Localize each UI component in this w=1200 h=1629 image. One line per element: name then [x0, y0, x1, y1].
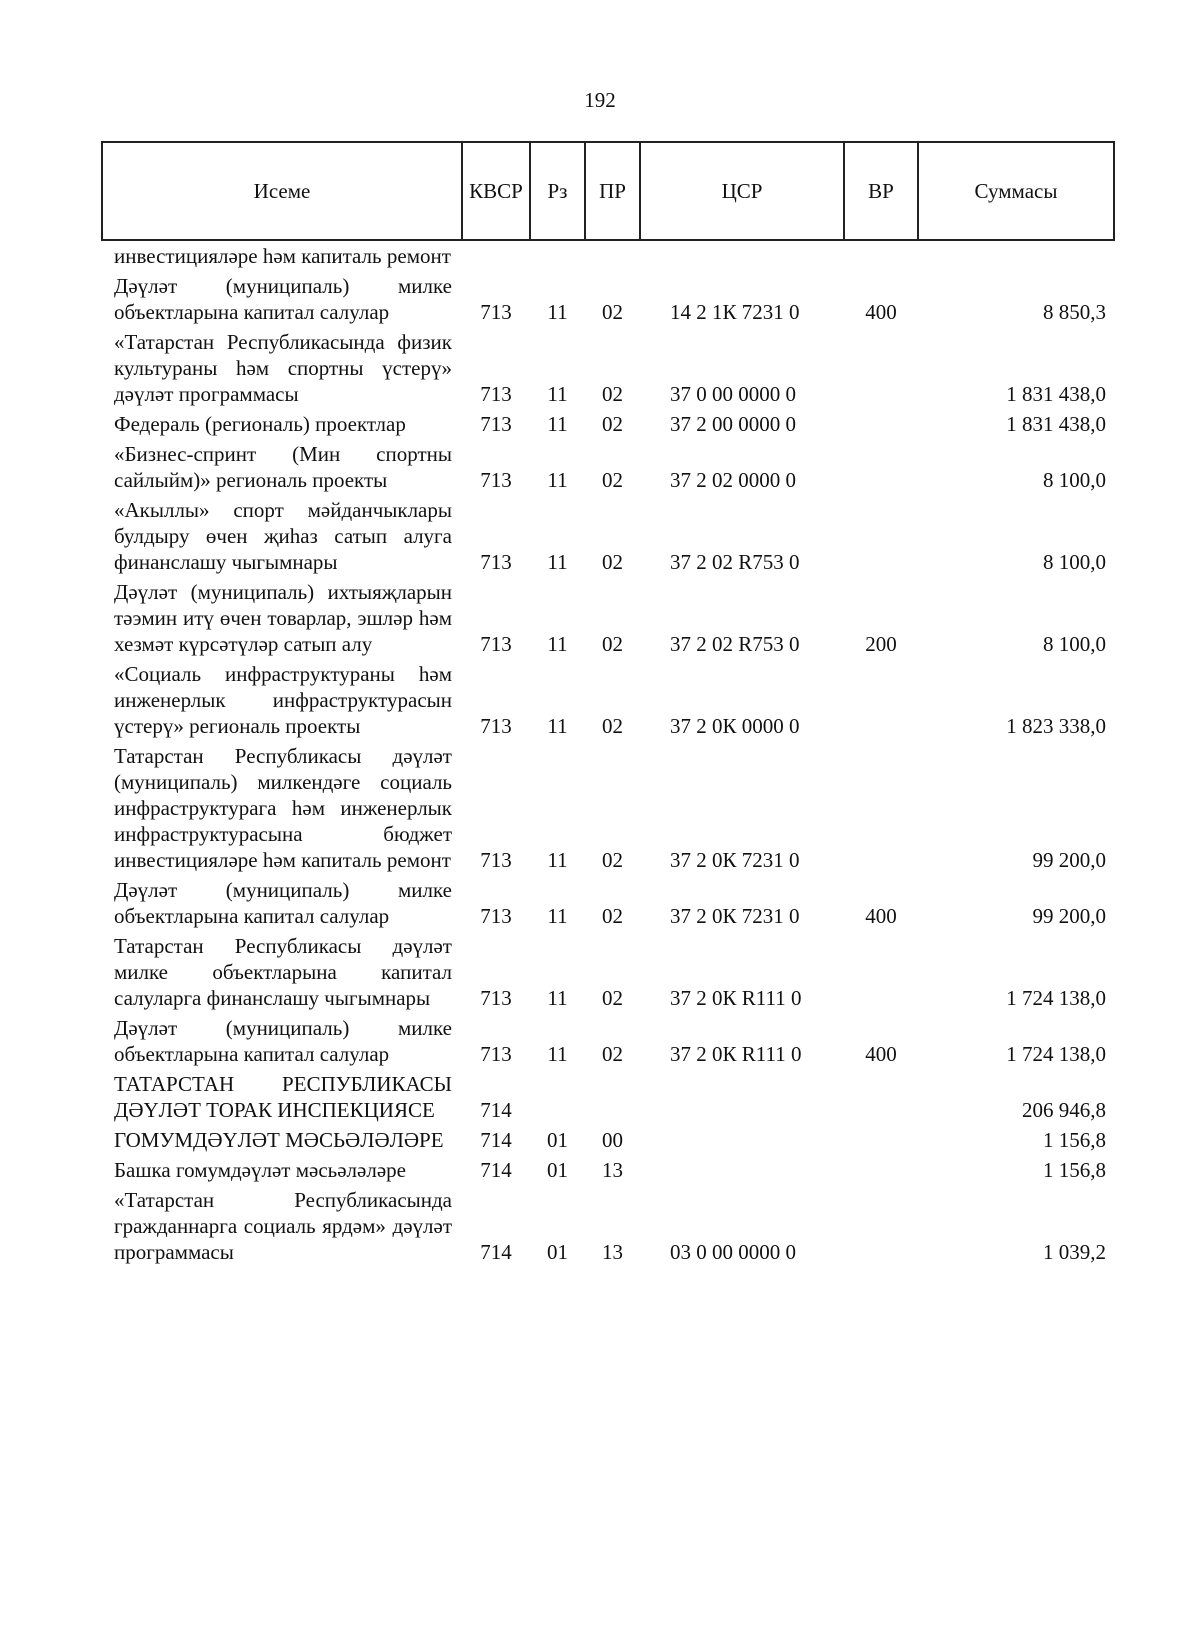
cell-kvsr: 713	[480, 382, 512, 406]
cell-csr: 37 2 02 R753 0	[670, 632, 800, 656]
cell-name: Дәүләт (муниципаль) милке объектларына капитал салулар	[114, 1016, 452, 1066]
cell-vr	[844, 659, 918, 741]
cell-csr: 37 2 0К R111 0	[670, 986, 802, 1010]
cell-kvsr: 714	[480, 1128, 512, 1152]
budget-table	[101, 141, 1115, 1267]
cell-name: «Татарстан Республикасында физик культураны һәм спортны үстерү» дәүләт программасы	[114, 330, 452, 406]
header-name: Исеме	[102, 142, 462, 240]
cell-kvsr	[462, 240, 530, 271]
cell-sum: 8 100,0	[1043, 632, 1106, 656]
cell-rz: 11	[547, 412, 568, 436]
page-number: 192	[584, 88, 616, 112]
cell-vr	[844, 240, 918, 271]
cell-name: «Социаль инфраструктураны һәм инженерлык инфраструктурасын үстерү» региональ проекты	[114, 662, 452, 738]
cell-name: Федераль (региональ) проектлар	[114, 412, 406, 436]
cell-csr	[640, 1155, 844, 1185]
cell-name: инвестицияләре һәм капиталь ремонт	[114, 244, 451, 268]
cell-sum: 99 200,0	[1032, 848, 1106, 872]
header-sum: Суммасы	[918, 142, 1114, 240]
cell-vr	[844, 327, 918, 409]
cell-rz: 11	[547, 986, 568, 1010]
cell-vr	[844, 931, 918, 1013]
table-row	[102, 240, 1114, 271]
cell-kvsr: 713	[480, 300, 512, 324]
cell-kvsr: 714	[480, 1158, 512, 1182]
cell-vr	[844, 409, 918, 439]
cell-name: Дәүләт (муниципаль) ихтыяҗларын тәэмин итү өчен товарлар, эшләр һәм хезмәт күрсәтүләр сатып алу	[114, 580, 452, 656]
cell-sum: 8 850,3	[1043, 300, 1106, 324]
cell-kvsr: 714	[480, 1098, 512, 1122]
cell-kvsr: 713	[480, 848, 512, 872]
cell-vr: 400	[865, 1042, 897, 1066]
cell-pr: 02	[602, 1042, 623, 1066]
cell-pr: 02	[602, 550, 623, 574]
cell-name: Татарстан Республикасы дәүләт милке объектларына капитал салуларга финанслашу чыгымнары	[114, 934, 452, 1010]
table-row	[102, 1185, 1114, 1267]
cell-name: ТАТАРСТАН РЕСПУБЛИКАСЫ ДӘҮЛӘТ ТОРАК ИНСПЕКЦИЯСЕ	[114, 1072, 452, 1122]
cell-kvsr: 713	[480, 904, 512, 928]
cell-vr: 400	[865, 300, 897, 324]
cell-sum: 1 156,8	[1043, 1158, 1106, 1182]
cell-pr	[585, 240, 640, 271]
cell-csr: 37 2 0К 7231 0	[670, 904, 800, 928]
cell-rz: 11	[547, 300, 568, 324]
cell-vr	[844, 495, 918, 577]
cell-rz: 11	[547, 550, 568, 574]
cell-csr	[640, 1125, 844, 1155]
table-row	[102, 577, 1114, 659]
cell-name: Дәүләт (муниципаль) милке объектларына капитал салулар	[114, 878, 452, 928]
cell-pr: 02	[602, 412, 623, 436]
cell-pr: 02	[602, 904, 623, 928]
cell-sum: 1 156,8	[1043, 1128, 1106, 1152]
cell-rz	[530, 1069, 585, 1125]
cell-rz: 11	[547, 714, 568, 738]
cell-pr	[585, 1069, 640, 1125]
cell-vr	[844, 741, 918, 875]
cell-csr: 37 2 0К R111 0	[670, 1042, 802, 1066]
cell-name: Башка гомумдәүләт мәсьәләләре	[114, 1158, 406, 1182]
cell-vr: 200	[865, 632, 897, 656]
cell-sum: 1 831 438,0	[1006, 382, 1106, 406]
cell-rz: 11	[547, 904, 568, 928]
cell-vr	[844, 1125, 918, 1155]
cell-csr: 14 2 1К 7231 0	[670, 300, 800, 324]
cell-name: «Бизнес-спринт (Мин спортны сайлыйм)» региональ проекты	[114, 442, 452, 492]
cell-pr: 13	[602, 1240, 623, 1264]
cell-sum: 1 724 138,0	[1006, 986, 1106, 1010]
table-row	[102, 327, 1114, 409]
cell-name: «Татарстан Республикасында гражданнарга социаль ярдәм» дәүләт программасы	[114, 1188, 452, 1264]
cell-rz: 01	[547, 1128, 568, 1152]
cell-vr	[844, 1185, 918, 1267]
cell-pr: 02	[602, 986, 623, 1010]
cell-pr: 02	[602, 382, 623, 406]
cell-rz: 11	[547, 468, 568, 492]
table-row	[102, 439, 1114, 495]
cell-pr: 13	[602, 1158, 623, 1182]
cell-kvsr: 713	[480, 632, 512, 656]
cell-kvsr: 713	[480, 468, 512, 492]
cell-kvsr: 714	[480, 1240, 512, 1264]
cell-vr: 400	[865, 904, 897, 928]
table-row	[102, 1069, 1114, 1125]
header-csr: ЦСР	[640, 142, 844, 240]
cell-pr: 02	[602, 848, 623, 872]
cell-name: Дәүләт (муниципаль) милке объектларына капитал салулар	[114, 274, 452, 324]
table-header-row	[102, 142, 1114, 240]
cell-csr: 37 2 0К 0000 0	[670, 714, 800, 738]
table-row	[102, 495, 1114, 577]
cell-pr: 02	[602, 468, 623, 492]
cell-rz: 11	[547, 632, 568, 656]
cell-sum: 99 200,0	[1032, 904, 1106, 928]
cell-kvsr: 713	[480, 412, 512, 436]
cell-rz: 11	[547, 1042, 568, 1066]
table-row	[102, 1013, 1114, 1069]
cell-csr: 37 2 02 0000 0	[670, 468, 796, 492]
cell-csr: 37 2 0К 7231 0	[670, 848, 800, 872]
cell-sum: 8 100,0	[1043, 550, 1106, 574]
cell-csr	[640, 240, 844, 271]
table-row	[102, 741, 1114, 875]
cell-kvsr: 713	[480, 986, 512, 1010]
cell-csr: 03 0 00 0000 0	[670, 1240, 796, 1264]
cell-sum: 1 724 138,0	[1006, 1042, 1106, 1066]
table-row	[102, 931, 1114, 1013]
cell-kvsr: 713	[480, 1042, 512, 1066]
cell-rz: 01	[547, 1158, 568, 1182]
cell-name: «Акыллы» спорт мәйданчыклары булдыру өчен җиһаз сатып алуга финанслашу чыгымнары	[114, 498, 452, 574]
cell-csr: 37 2 02 R753 0	[670, 550, 800, 574]
cell-csr	[640, 1069, 844, 1125]
table-row	[102, 1125, 1114, 1155]
cell-sum	[918, 240, 1114, 271]
header-rz: Рз	[530, 142, 585, 240]
cell-name: ГОМУМДӘҮЛӘТ МӘСЬӘЛӘЛӘРЕ	[114, 1128, 444, 1152]
table-row	[102, 875, 1114, 931]
header-kvsr: КВСР	[462, 142, 530, 240]
cell-pr: 02	[602, 714, 623, 738]
cell-rz: 11	[547, 382, 568, 406]
cell-pr: 00	[602, 1128, 623, 1152]
table-row	[102, 1155, 1114, 1185]
cell-csr: 37 2 00 0000 0	[670, 412, 796, 436]
cell-rz: 01	[547, 1240, 568, 1264]
table-row	[102, 659, 1114, 741]
cell-vr	[844, 439, 918, 495]
cell-sum: 206 946,8	[1022, 1098, 1106, 1122]
cell-vr	[844, 1069, 918, 1125]
cell-kvsr: 713	[480, 714, 512, 738]
cell-vr	[844, 1155, 918, 1185]
cell-sum: 1 039,2	[1043, 1240, 1106, 1264]
cell-rz: 11	[547, 848, 568, 872]
header-pr: ПР	[585, 142, 640, 240]
header-vr: ВР	[844, 142, 918, 240]
cell-kvsr: 713	[480, 550, 512, 574]
table-row	[102, 409, 1114, 439]
cell-sum: 1 823 338,0	[1006, 714, 1106, 738]
table-row	[102, 271, 1114, 327]
cell-rz	[530, 240, 585, 271]
cell-pr: 02	[602, 632, 623, 656]
cell-sum: 8 100,0	[1043, 468, 1106, 492]
cell-csr: 37 0 00 0000 0	[670, 382, 796, 406]
cell-pr: 02	[602, 300, 623, 324]
cell-name: Татарстан Республикасы дәүләт (муниципаль) милкендәге социаль инфраструктурага һәм инженерлык инфраструктурасына бюджет инвестицияләре һәм капиталь ремонт	[114, 744, 452, 872]
cell-sum: 1 831 438,0	[1006, 412, 1106, 436]
